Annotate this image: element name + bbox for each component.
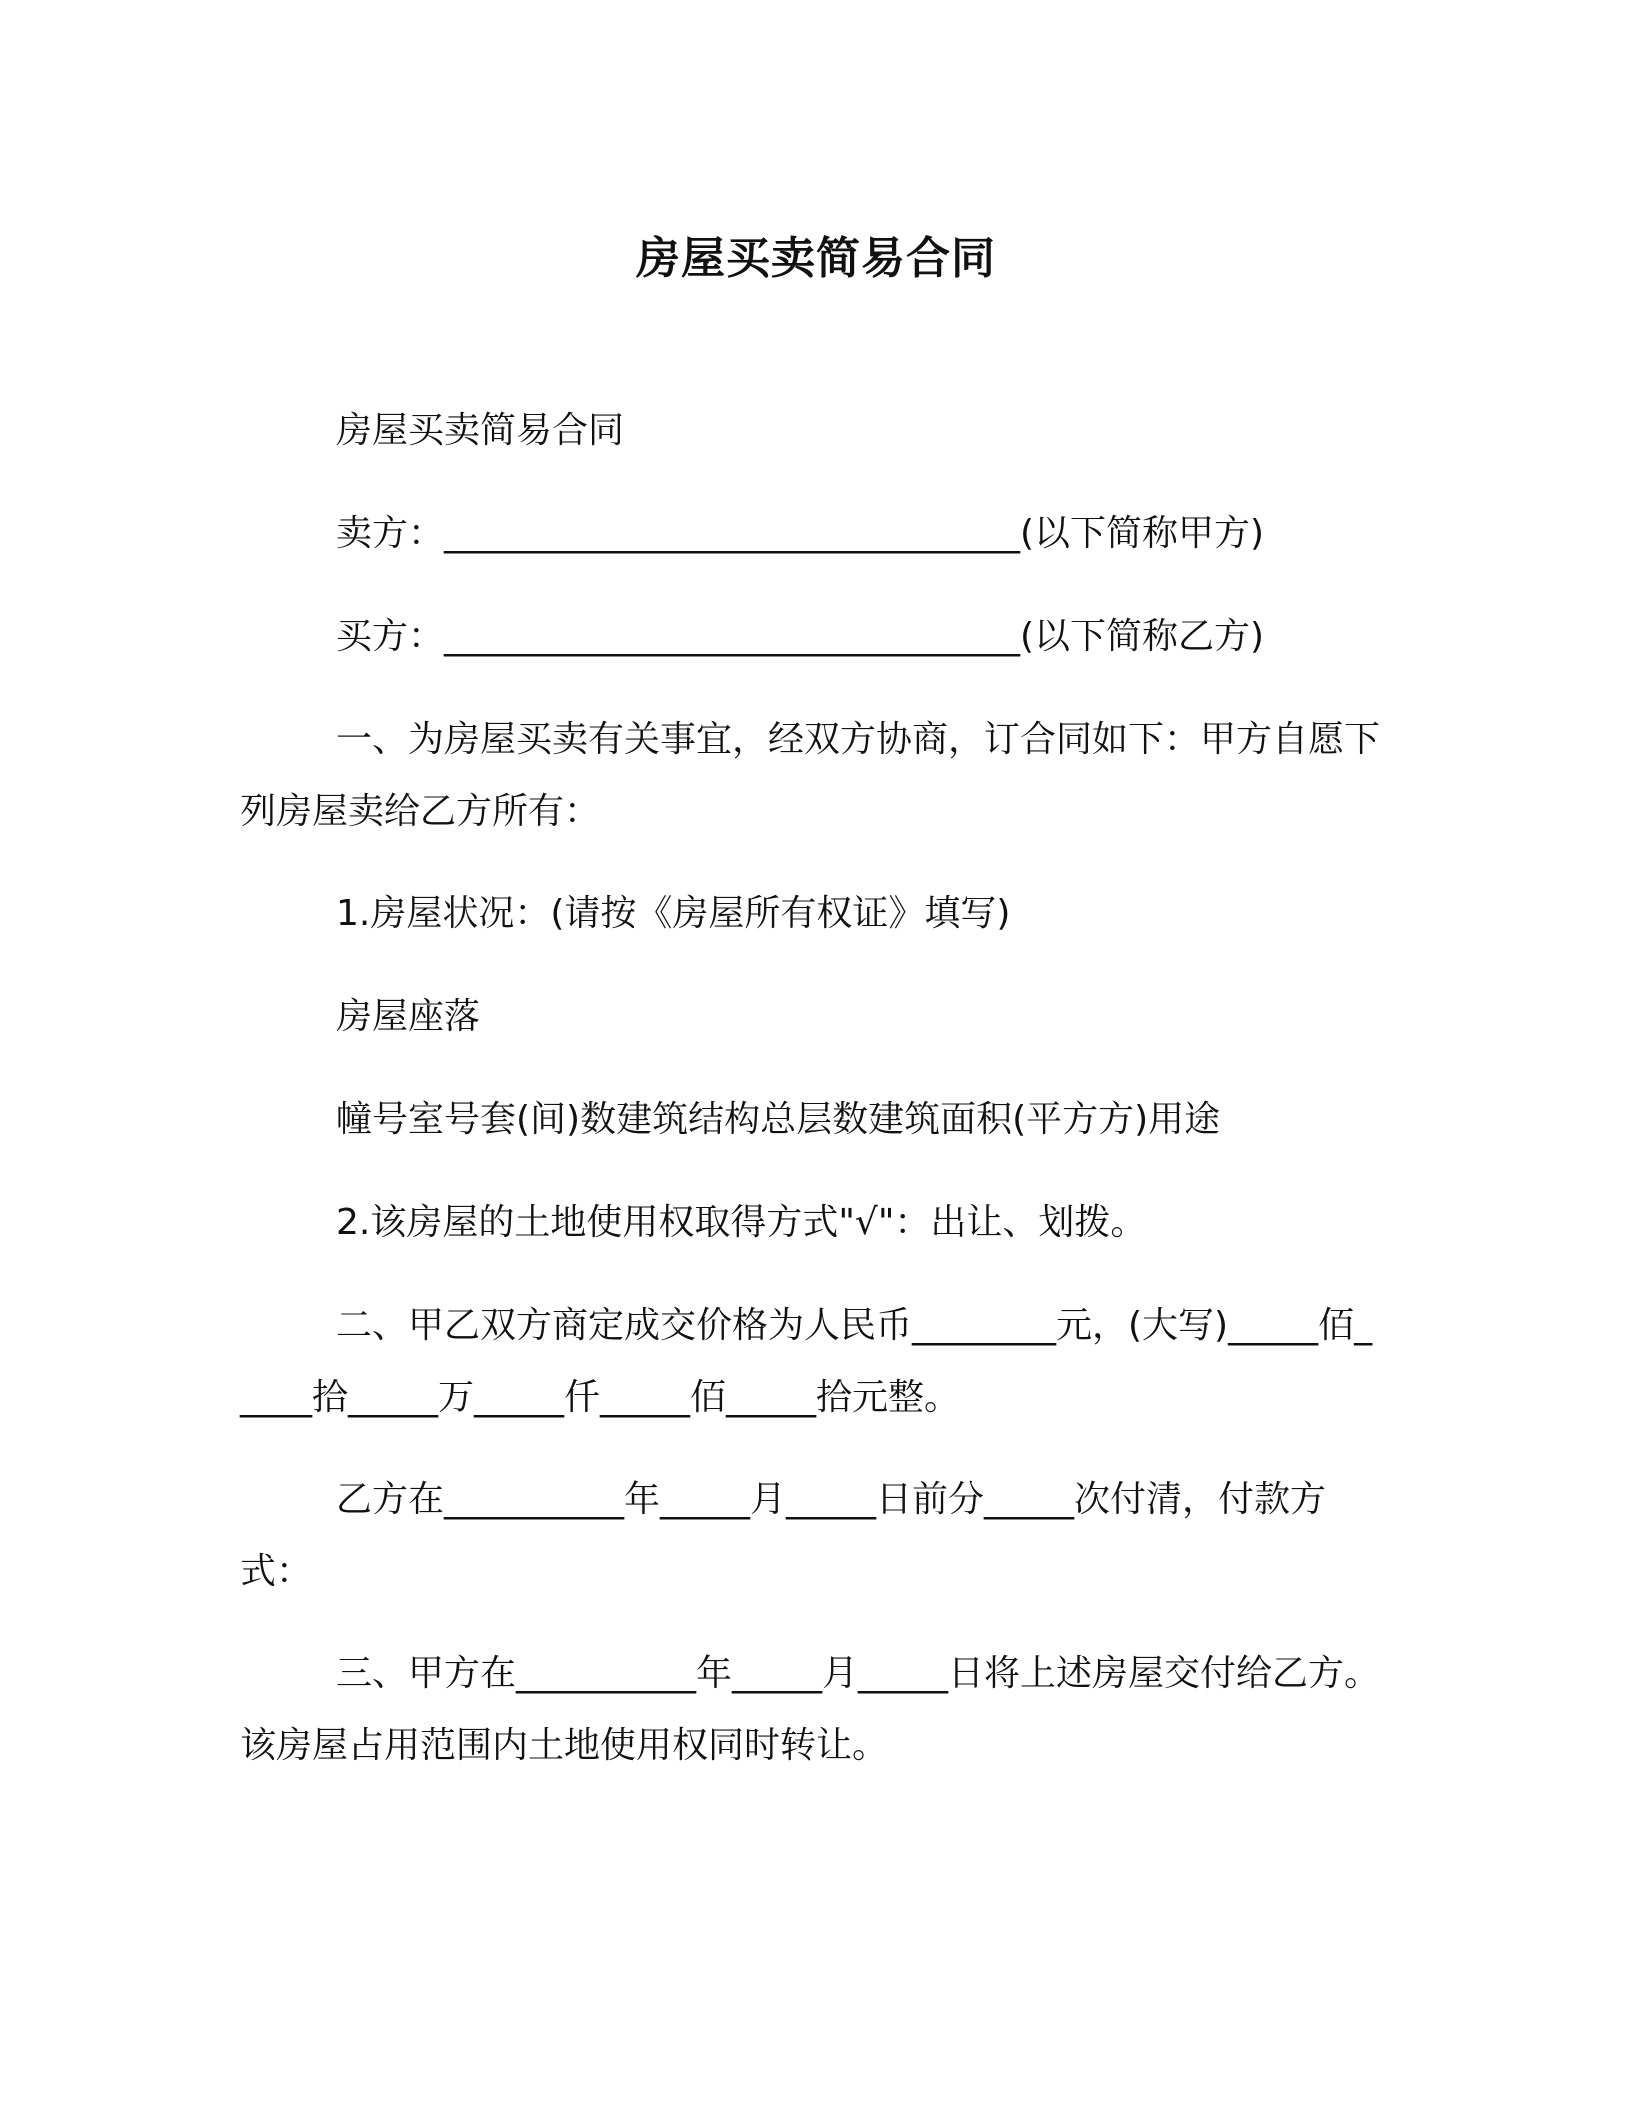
subtitle-paragraph: 房屋买卖简易合同 — [336, 410, 625, 451]
clause-two-price-paragraph: 二、甲乙双方商定成交价格为人民币________元，(大写)_____佰_____拾_____万_____仟_____佰_____拾元整。 — [240, 1305, 1373, 1418]
payment-paragraph: 乙方在__________年_____月_____日前分_____次付清，付款方式： — [240, 1479, 1327, 1592]
house-location-paragraph: 房屋座落 — [336, 996, 481, 1037]
land-use-paragraph: 2.该房屋的土地使用权取得方式"√"：出让、划拨。 — [336, 1202, 1147, 1243]
document-body — [240, 395, 1380, 1812]
clause-one-paragraph: 一、为房屋买卖有关事宜，经双方协商，订合同如下：甲方自愿下列房屋卖给乙方所有： — [240, 719, 1381, 832]
house-details-paragraph: 幢号室号套(间)数建筑结构总层数建筑面积(平方方)用途 — [336, 1099, 1221, 1140]
buyer-line: 买方：________________________________(以下简称乙方) — [336, 616, 1265, 657]
seller-line: 卖方：________________________________(以下简称甲方) — [336, 513, 1265, 554]
document-title: 房屋买卖简易合同 — [636, 233, 996, 284]
clause-three-delivery-paragraph: 三、甲方在__________年_____月_____日将上述房屋交付给乙方。该房屋占用范围内土地使用权同时转让。 — [240, 1653, 1381, 1766]
house-status-paragraph: 1.房屋状况：(请按《房屋所有权证》填写) — [336, 893, 1011, 934]
